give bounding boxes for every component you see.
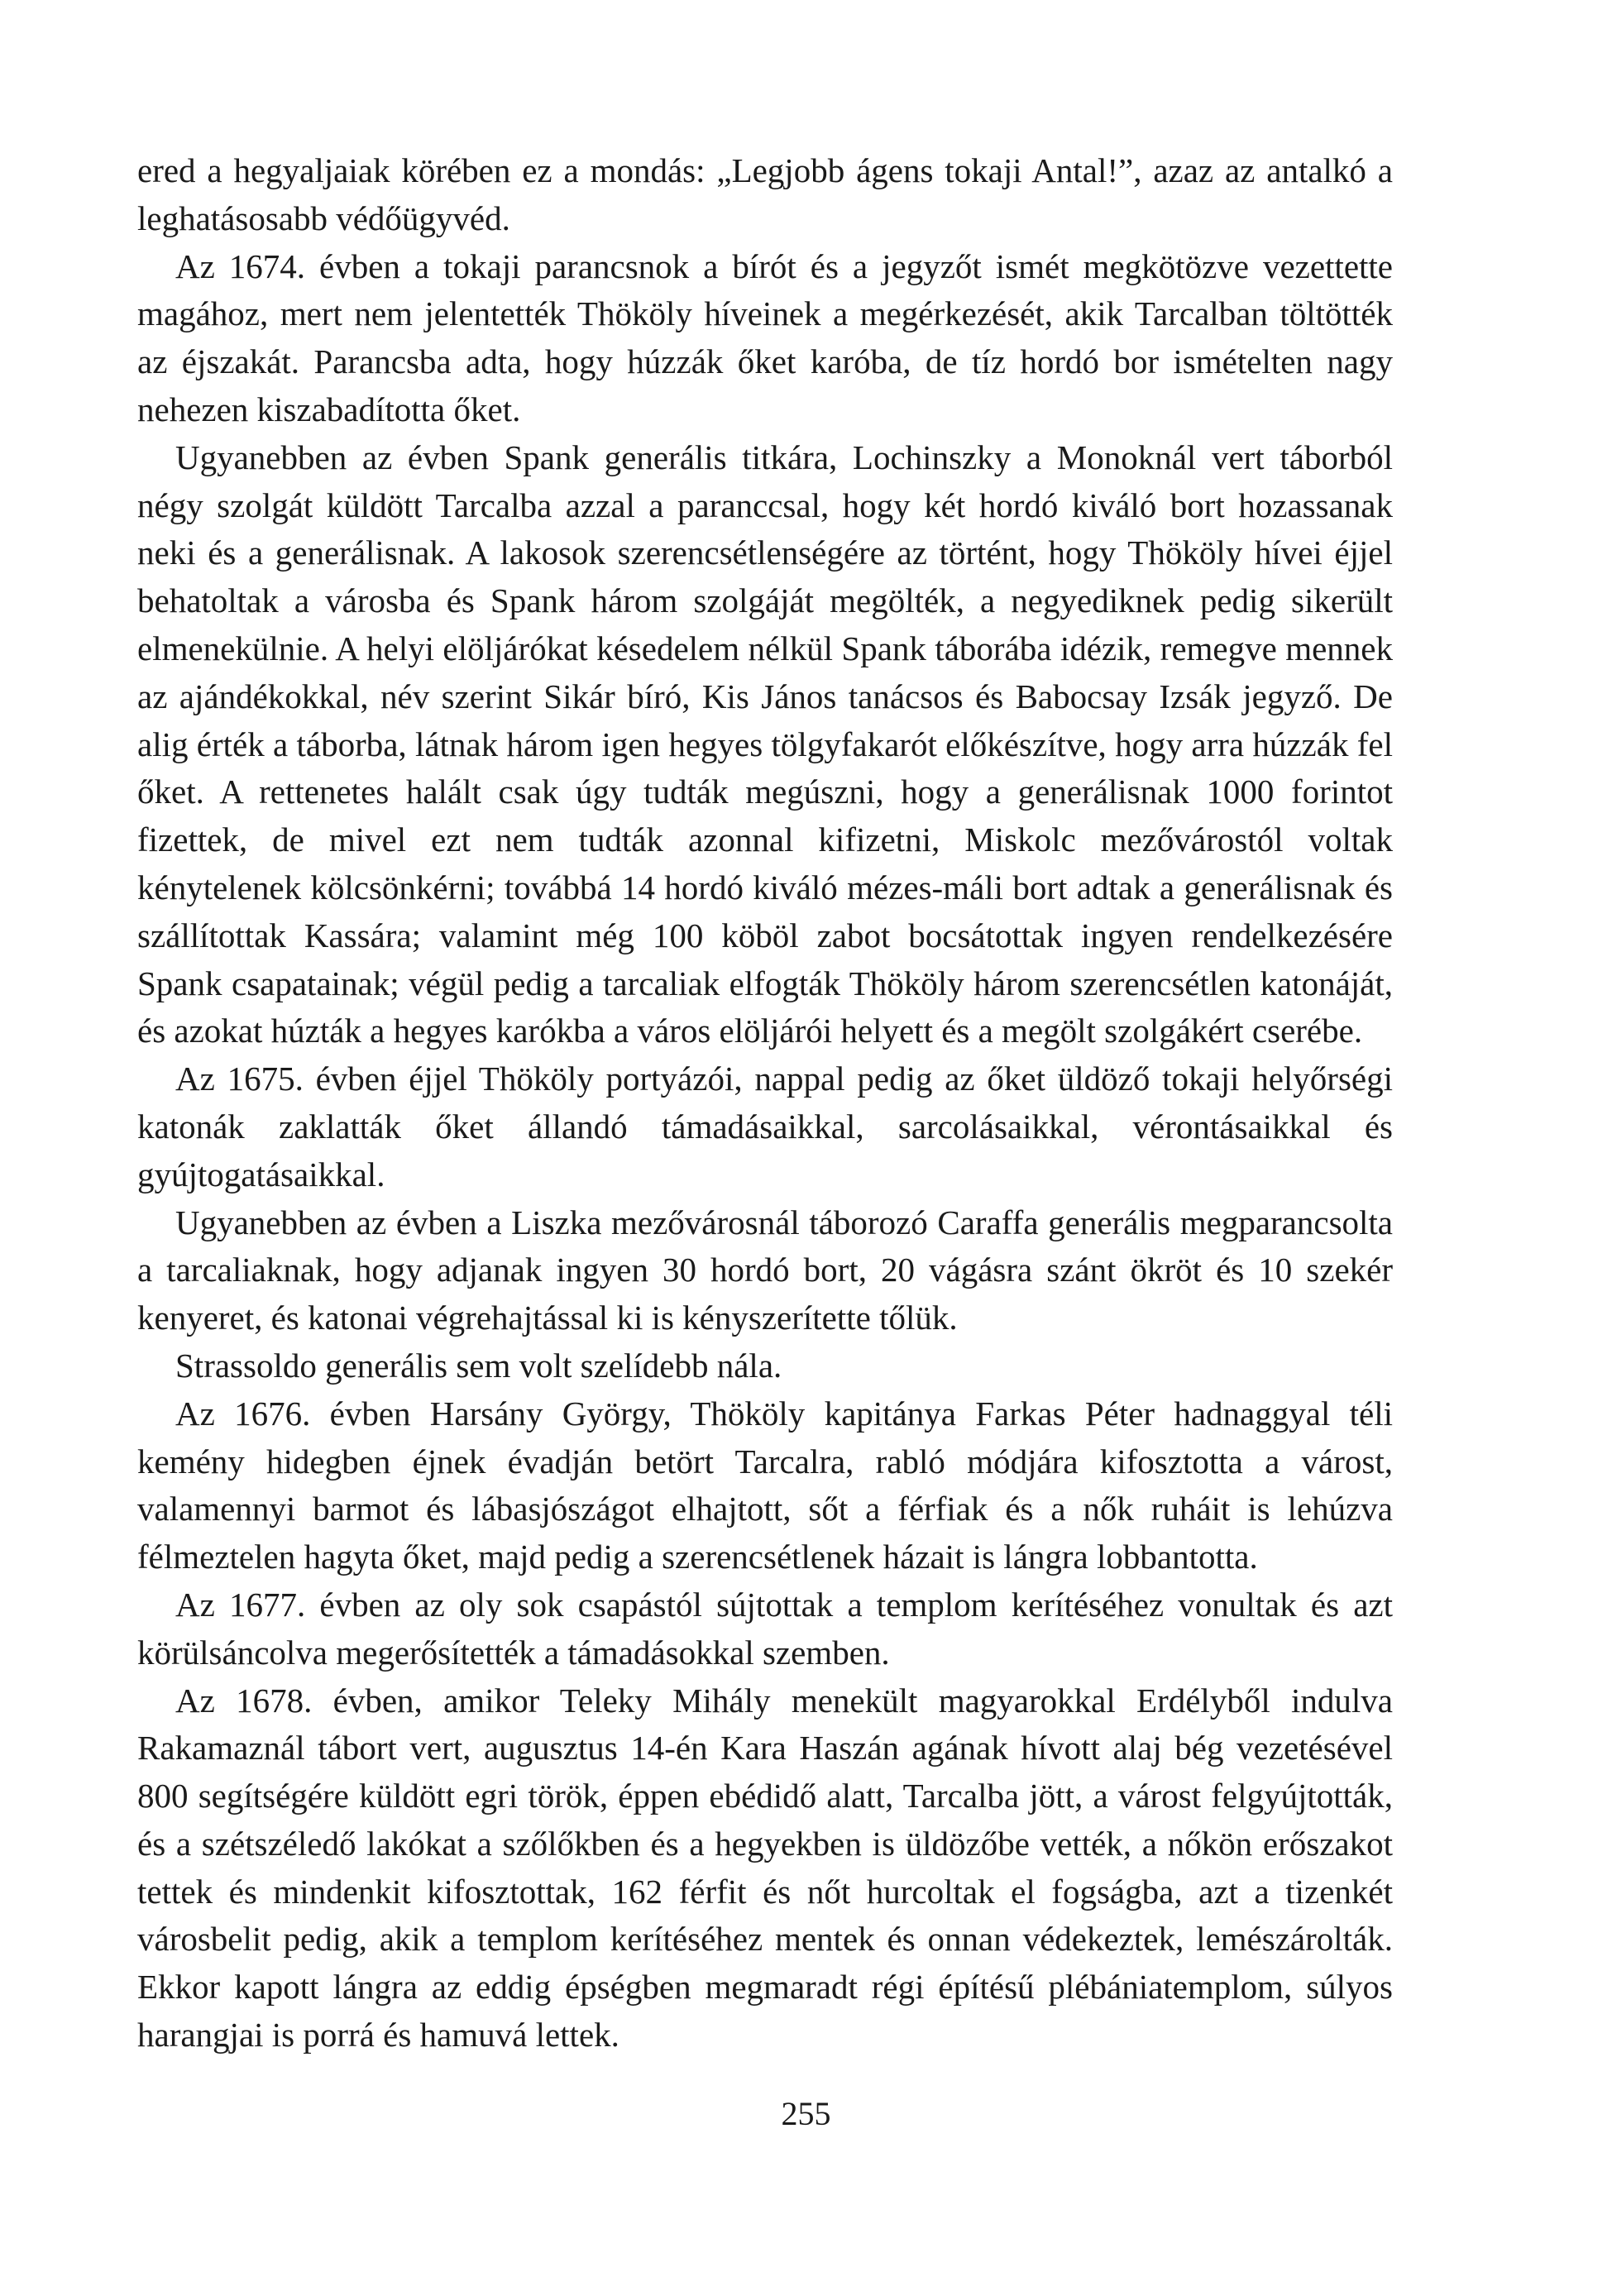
page-number: 255 — [781, 2095, 831, 2132]
paragraph-1678: Az 1678. évben, amikor Teleky Mihály menekült magyarokkal Erdélyből indulva Rakamaznál tábort vert, augusztus 14-én Kara Haszán agának hívott alaj bég vezetésével 800 segítségére küldött egri török, éppen ebédidő alatt, Tarcalba jött, a várost felgyújtották, és a szétszéledő lakókat a szőlőkben és a hegyekben is üldözőbe vették, a nőkön erőszakot tettek és mindenkit kifosztottak, 162 férfit és nőt hurcoltak el fogságba, azt a tizenkét városbelit pedig, akik a templom kerítéséhez mentek és onnan védekeztek, lemészárolták. Ekkor kapott lángra az eddig épségben megmaradt régi építésű plébániatemplom, súlyos harangjai is porrá és hamuvá lettek. — [137, 1681, 1393, 2054]
paragraph-1677: Az 1677. évben az oly sok csapástól sújtottak a templom kerítéséhez vonultak és azt körülsáncolva megerősítették a támadásokkal szemben. — [137, 1585, 1393, 1672]
body-text — [137, 147, 1393, 2059]
paragraph-caraffa: Ugyanebben az évben a Liszka mezővárosnál táborozó Caraffa generális megparancsolta a tarcaliaknak, hogy adjanak ingyen 30 hordó bort, 20 vágásra szánt ökröt és 10 szekér kenyeret, és katonai végrehajtással ki is kényszerítette tőlük. — [137, 1203, 1393, 1337]
paragraph-1675: Az 1675. évben éjjel Thököly portyázói, nappal pedig az őket üldöző tokaji helyőrségi katonák zaklatták őket állandó támadásaikkal, sarcolásaikkal, vérontásaikkal és gyújtogatásaikkal. — [137, 1060, 1393, 1193]
paragraph-1676: Az 1676. évben Harsány György, Thököly kapitánya Farkas Péter hadnaggyal téli kemény hidegben éjnek évadján betört Tarcalra, rabló módjára kifosztotta a várost, valamennyi barmot és lábasjószágot elhajtott, sőt a férfiak és a nők ruháit is lehúzva félmeztelen hagyta őket, majd pedig a szerencsétlenek házait is lángra lobbantotta. — [137, 1394, 1393, 1576]
paragraph-spank: Ugyanebben az évben Spank generális titkára, Lochinszky a Monoknál vert táborból négy szolgát küldött Tarcalba azzal a paranccsal, hogy két hordó kiváló bort hozassanak neki és a generálisnak. A lakosok szerencsétlenségére az történt, hogy Thököly hívei éjjel behatoltak a városba és Spank három szolgáját megölték, a negyediknek pedig sikerült elmenekülnie. A helyi elöljárókat késedelem nélkül Spank táborába idézik, remegve mennek az ajándékokkal, név szerint Sikár bíró, Kis János tanácsos és Babocsay Izsák jegyző. De alig érték a táborba, látnak három igen hegyes tölgyfakarót előkészítve, hogy arra húzzák fel őket. A rettenetes halált csak úgy tudták megúszni, hogy a generálisnak 1000 forintot fizettek, de mivel ezt nem tudták azonnal kifizetni, Miskolc mezővárostól voltak kénytelenek kölcsönkérni; továbbá 14 hordó kiváló mézes-máli bort adtak a generálisnak és szállítottak Kassára; valamint még 100 köböl zabot bocsátottak ingyen rendelkezésére Spank csapatainak; végül pedig a tarcaliak elfogták Thököly három szerencsétlen katonáját, és azokat húzták a hegyes karókba a város elöljárói helyett és a megölt szolgákért cserébe. — [137, 438, 1393, 1050]
paragraph-continuation: ered a hegyaljaiak körében ez a mondás: „Legjobb ágens tokaji Antal!”, azaz az antalkó a leghatásosabb védőügyvéd. — [137, 151, 1393, 237]
paragraph-1674: Az 1674. évben a tokaji parancsnok a bírót és a jegyzőt ismét megkötözve vezettette magához, mert nem jelentették Thököly híveinek a megérkezését, akik Tarcalban töltötték az éjszakát. Parancsba adta, hogy húzzák őket karóba, de tíz hordó bor ismételten nagy nehezen kiszabadította őket. — [137, 246, 1393, 428]
paragraph-strassoldo: Strassoldo generális sem volt szelídebb nála. — [175, 1346, 782, 1385]
